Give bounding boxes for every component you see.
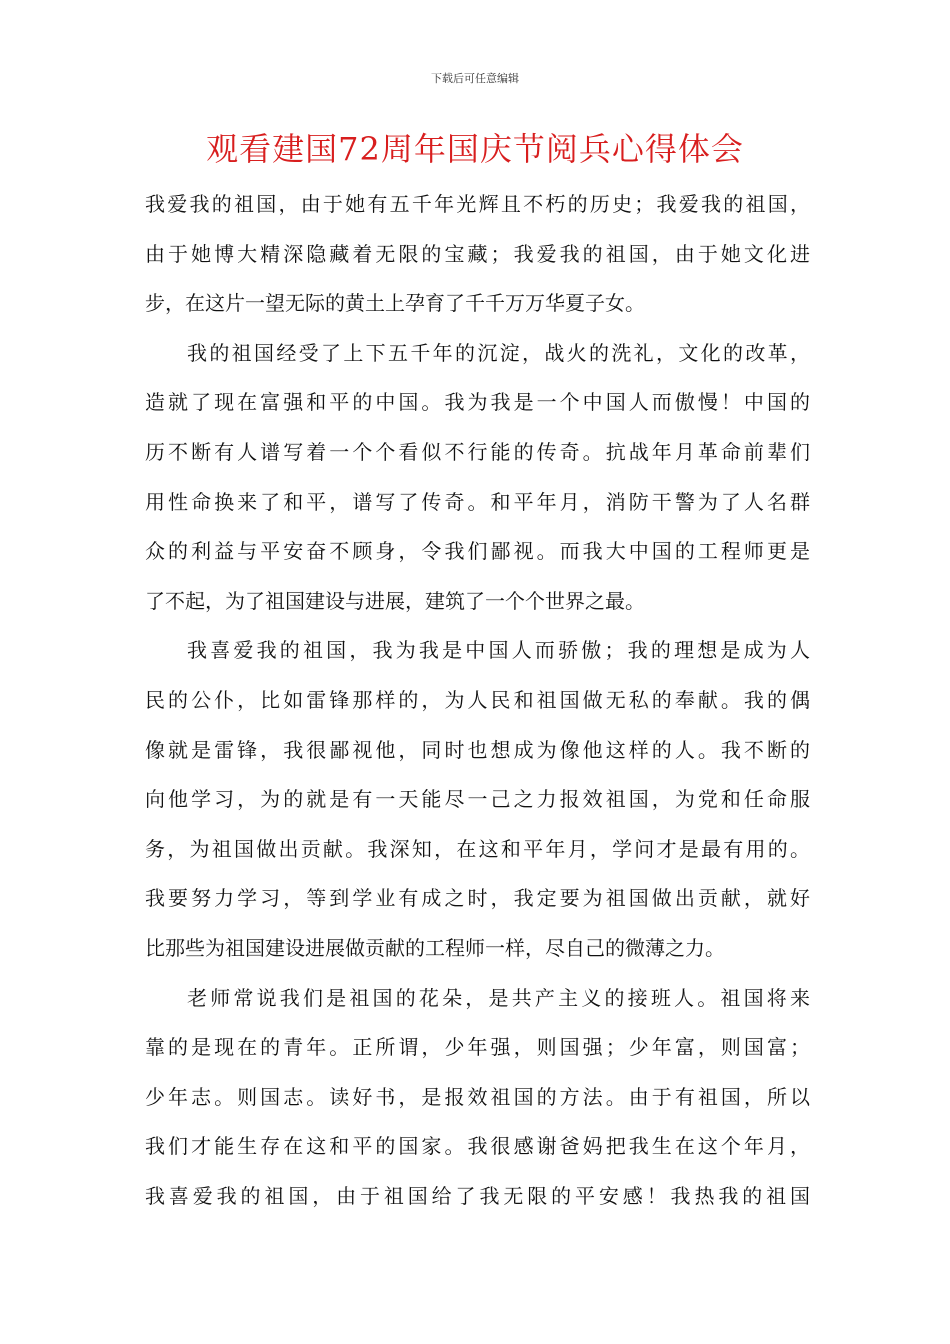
header-note: 下载后可任意编辑 — [431, 72, 519, 85]
paragraph-line: 少年志。则国志。读好书，是报效祖国的方法。由于有祖国，所以 — [145, 1084, 810, 1109]
paragraph-line: 比那些为祖国建设进展做贡献的工程师一样，尽自己的微薄之力。 — [145, 935, 725, 960]
paragraph-2 — [145, 329, 810, 627]
paragraph-line: 我要努力学习，等到学业有成之时，我定要为祖国做出贡献，就好 — [145, 886, 810, 911]
paragraph-line: 老师常说我们是祖国的花朵，是共产主义的接班人。祖国将来 — [187, 985, 810, 1010]
paragraph-line: 由于她博大精深隐藏着无限的宝藏；我爱我的祖国，由于她文化进 — [145, 241, 810, 266]
document-title: 观看建国72周年国庆节阅兵心得体会 — [206, 130, 744, 168]
paragraph-line: 靠的是现在的青年。正所谓，少年强，则国强；少年富，则国富； — [145, 1035, 810, 1060]
paragraph-line: 我的祖国经受了上下五千年的沉淀，战火的洗礼，文化的改革， — [187, 340, 810, 365]
paragraph-line: 务，为祖国做出贡献。我深知，在这和平年月，学问才是最有用的。 — [145, 836, 810, 861]
paragraph-line: 众的利益与平安奋不顾身，令我们鄙视。而我大中国的工程师更是 — [145, 539, 810, 564]
paragraph-line: 民的公仆，比如雷锋那样的，为人民和祖国做无私的奉献。我的偶 — [145, 687, 810, 712]
paragraph-line: 我爱我的祖国，由于她有五千年光辉且不朽的历史；我爱我的祖国， — [145, 192, 810, 216]
paragraph-line: 向他学习，为的就是有一天能尽一己之力报效祖国，为党和任命服 — [145, 787, 810, 812]
paragraph-line: 造就了现在富强和平的中国。我为我是一个中国人而傲慢！中国的 — [145, 390, 810, 415]
paragraph-line: 我喜爱我的祖国，我为我是中国人而骄傲；我的理想是成为人 — [187, 638, 810, 663]
paragraph-line: 像就是雷锋，我很鄙视他，同时也想成为像他这样的人。我不断的 — [145, 737, 810, 762]
paragraph-line: 我们才能生存在这和平的国家。我很感谢爸妈把我生在这个年月， — [145, 1134, 810, 1159]
paragraph-3 — [145, 626, 810, 973]
paragraph-4 — [145, 974, 810, 1222]
document-body — [145, 180, 810, 1221]
paragraph-1 — [145, 180, 810, 329]
paragraph-line: 历不断有人谱写着一个个看似不行能的传奇。抗战年月革命前辈们 — [145, 439, 810, 464]
paragraph-line: 步，在这片一望无际的黄土上孕育了千千万万华夏子女。 — [145, 291, 645, 316]
paragraph-line: 用性命换来了和平，谱写了传奇。和平年月，消防干警为了人名群 — [145, 489, 810, 514]
paragraph-line: 我喜爱我的祖国，由于祖国给了我无限的平安感！我热我的祖国 — [145, 1183, 810, 1208]
paragraph-line: 了不起，为了祖国建设与进展，建筑了一个个世界之最。 — [145, 588, 645, 613]
